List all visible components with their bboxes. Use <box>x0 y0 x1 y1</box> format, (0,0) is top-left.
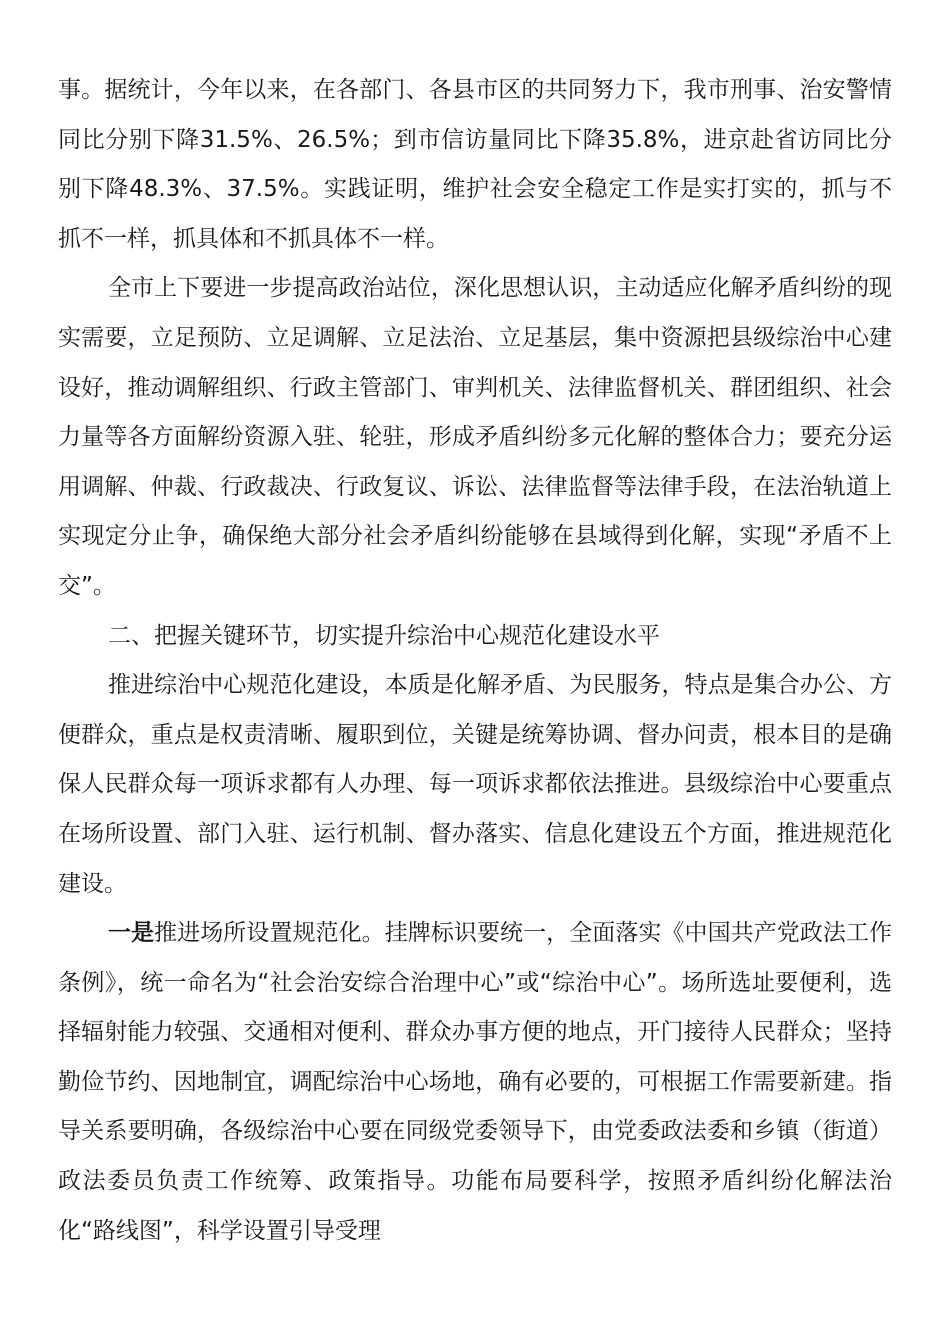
paragraph-standardization: 推进综治中心规范化建设，本质是化解矛盾、为民服务，特点是集合办公、方便群众，重点是权责清晰、履职到位，关键是统筹协调、督办问责，根本目的是确保人民群众每一项诉求都有人办理、每一项诉求都依法推进。县级综治中心要重点在场所设置、部门入驻、运行机制、督办落实、信息化建设五个方面，推进规范化建设。 <box>58 672 892 897</box>
document-page <box>58 66 892 1256</box>
paragraph-body: 推进场所设置规范化。挂牌标识要统一，全面落实《中国共产党政法工作条例》，统一命名为“社会治安综合治理中心”或“综治中心”。场所选址要便利，选择辐射能力较强、交通相对便利、群众办事方便的地点，开门接待人民群众；坚持勤俭节约、因地制宜，调配综治中心场地，确有必要的，可根据工作需要新建。指导关系要明确，各级综治中心要在同级党委领导下，由党委政法委和乡镇（街道）政法委员负责工作统筹、政策指导。功能布局要科学，按照矛盾纠纷化解法治化“路线图”，科学设置引导受理 <box>58 920 893 1244</box>
paragraph-venue-setup <box>58 909 892 1256</box>
paragraph-political-stance: 全市上下要进一步提高政治站位，深化思想认识，主动适应化解矛盾纠纷的现实需要，立足预防、立足调解、立足法治、立足基层，集中资源把县级综治中心建设好，推动调解组织、行政主管部门、审判机关、法律监督机关、群团组织、社会力量等各方面解纷资源入驻、轮驻，形成矛盾纠纷多元化解的整体合力；要充分运用调解、仲裁、行政裁决、行政复议、诉讼、法律监督等法律手段，在法治轨道上实现定分止争，确保绝大部分社会矛盾纠纷能够在县域得到化解，实现“矛盾不上交”。 <box>58 275 892 599</box>
paragraph-lead-label: 一是 <box>108 920 155 947</box>
paragraph-statistics: 事。据统计，今年以来，在各部门、各县市区的共同努力下，我市刑事、治安警情同比分别下降31.5%、26.5%；到市信访量同比下降35.8%，进京赴省访同比分别下降48.3%、37.5%。实践证明，维护社会安全稳定工作是实打实的，抓与不抓不一样，抓具体和不抓具体不一样。 <box>58 77 892 252</box>
section-heading: 二、把握关键环节，切实提升综治中心规范化建设水平 <box>108 622 660 649</box>
